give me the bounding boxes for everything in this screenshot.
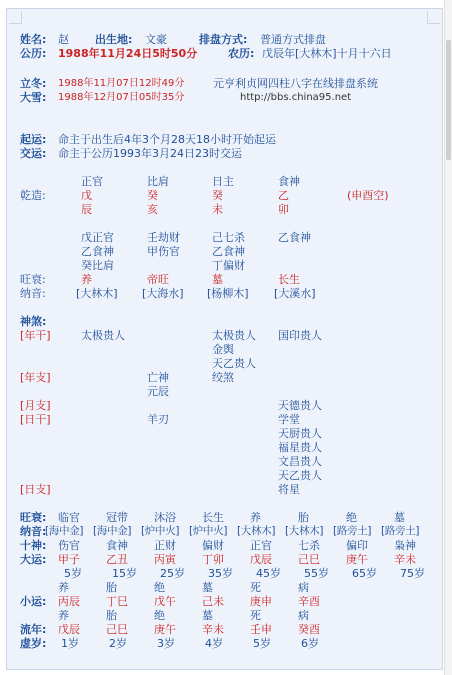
- pillar-wangshuai: 墓: [212, 273, 223, 286]
- dayun-shishen: 食神: [106, 539, 128, 552]
- xiaoyun-ganzhi: 丁巳: [106, 595, 128, 608]
- wangshuai-label: 旺衰:: [20, 273, 46, 286]
- hidden-stem: 甲伤官: [147, 245, 180, 258]
- liunian-ganzhi: 戊辰: [58, 623, 80, 636]
- site-url[interactable]: http://bbs.china95.net: [240, 92, 352, 103]
- shensha-item: 金舆: [212, 343, 234, 356]
- xusui-age: 4岁: [205, 637, 223, 650]
- dayun-label: 大运:: [20, 553, 47, 566]
- pillar-wangshuai: 长生: [278, 273, 300, 286]
- liunian-ganzhi: 壬申: [250, 623, 272, 636]
- gregorian-value: 1988年11月24日5时50分: [58, 47, 198, 60]
- shensha-item: 太极贵人: [212, 329, 256, 342]
- xiaoyun-ganzhi: 己未: [202, 595, 224, 608]
- pillar-nayin: [杨柳木]: [207, 287, 249, 300]
- pillar-branch: 卯: [278, 203, 289, 216]
- dayun-age: 25岁: [160, 567, 185, 580]
- dayun-ganzhi: 甲子: [58, 553, 80, 566]
- shensha-item: 国印贵人: [278, 329, 322, 342]
- shensha-item: 天乙贵人: [212, 357, 256, 370]
- birthplace-value: 文豪: [145, 33, 167, 46]
- dayun-nayin: [海中金]: [45, 525, 84, 537]
- vertical-scrollbar[interactable]: [444, 0, 452, 675]
- pillar-stem: 癸: [212, 189, 223, 202]
- site-name: 元亨利贞网四柱八字在线排盘系统: [213, 77, 378, 90]
- lunar-value: 戊辰年[大林木]十月十六日: [262, 47, 392, 60]
- pillar-stem: 戊: [81, 189, 92, 202]
- xusui-age: 1岁: [61, 637, 79, 650]
- shensha-item: 绞煞: [212, 371, 234, 384]
- daxue-label: 大雪:: [20, 91, 47, 104]
- shensha-row-label: [月支]: [20, 399, 51, 412]
- dayun-shishen: 偏财: [202, 539, 224, 552]
- jiaoyun-label: 交运:: [20, 147, 47, 160]
- dayun-age: 75岁: [400, 567, 425, 580]
- hidden-stem: 壬劫财: [147, 231, 180, 244]
- xiaoyun-state: 绝: [154, 609, 165, 622]
- dayun-ganzhi: 乙丑: [106, 553, 128, 566]
- dayun-shishen: 正财: [154, 539, 176, 552]
- name-label: 姓名:: [20, 33, 47, 46]
- hidden-stem: 戊正官: [81, 231, 114, 244]
- dayun-state: 养: [58, 581, 69, 594]
- dayun-nayin: [大林木]: [237, 525, 276, 537]
- dayun-state: 胎: [106, 581, 117, 594]
- dayun-age: 55岁: [304, 567, 329, 580]
- corner-mark: [9, 11, 22, 24]
- method-value: 普通方式排盘: [260, 33, 326, 46]
- dayun-wangshuai: 墓: [394, 511, 405, 524]
- dayun-age: 45岁: [256, 567, 281, 580]
- xiaoyun-state: 胎: [106, 609, 117, 622]
- xusui-age: 2岁: [109, 637, 127, 650]
- method-label: 排盘方式:: [199, 33, 248, 46]
- gregorian-label: 公历:: [20, 47, 47, 60]
- pillar-nayin: [大溪水]: [274, 287, 316, 300]
- dayun-wangshuai: 冠带: [106, 511, 128, 524]
- shensha-row-label: [年干]: [20, 329, 51, 342]
- xusui-age: 6岁: [301, 637, 319, 650]
- pillar-stem: 乙: [278, 189, 289, 202]
- pillar-stem: 癸: [147, 189, 158, 202]
- shensha-title: 神煞:: [20, 315, 47, 328]
- shensha-item: 福星贵人: [278, 441, 322, 454]
- xiaoyun-ganzhi: 庚申: [250, 595, 272, 608]
- shensha-item: 天德贵人: [278, 399, 322, 412]
- hidden-stem: 乙食神: [278, 231, 311, 244]
- pillar-branch: 未: [212, 203, 223, 216]
- nayin-label: 纳音:: [20, 287, 46, 300]
- dayun-state: 绝: [154, 581, 165, 594]
- xiaoyun-state: 死: [250, 609, 261, 622]
- xiaoyun-ganzhi: 丙辰: [58, 595, 80, 608]
- dayun-shishen: 伤官: [58, 539, 80, 552]
- shensha-item: 羊刃: [147, 413, 169, 426]
- jiaoyun-value: 命主于公历1993年3月24日23时交运: [58, 147, 242, 160]
- dayun-ganzhi: 己巳: [298, 553, 320, 566]
- xusui-age: 3岁: [157, 637, 175, 650]
- hidden-stem: 癸比肩: [81, 259, 114, 272]
- dayun-age: 65岁: [352, 567, 377, 580]
- xiaoyun-state: 养: [58, 609, 69, 622]
- pillar-wangshuai: 养: [81, 273, 92, 286]
- dayun-age: 5岁: [64, 567, 82, 580]
- daxue-value: 1988年12月07日05时35分: [58, 92, 185, 103]
- pillar-god: 日主: [212, 175, 234, 188]
- dayun-ganzhi: 丁卯: [202, 553, 224, 566]
- pillar-branch: 辰: [81, 203, 92, 216]
- dayun-wangshuai-label: 旺衰:: [20, 511, 47, 524]
- shensha-row-label: [年支]: [20, 371, 51, 384]
- dayun-ganzhi: 丙寅: [154, 553, 176, 566]
- dayun-nayin-label: 纳音:: [20, 525, 47, 538]
- dayun-state: 死: [250, 581, 261, 594]
- hidden-stem: 乙食神: [212, 245, 245, 258]
- xiaoyun-ganzhi: 辛酉: [298, 595, 320, 608]
- dayun-wangshuai: 沐浴: [154, 511, 176, 524]
- pillar-god: 正官: [81, 175, 103, 188]
- dayun-wangshuai: 长生: [202, 511, 224, 524]
- dayun-nayin: [海中金]: [93, 525, 132, 537]
- dayun-wangshuai: 绝: [346, 511, 357, 524]
- name-value: 赵: [58, 33, 69, 46]
- pillar-god: 比肩: [147, 175, 169, 188]
- lidong-value: 1988年11月07日12时49分: [58, 78, 185, 89]
- qianzao-label: 乾造:: [20, 189, 46, 202]
- xiaoyun-state: 墓: [202, 609, 213, 622]
- shishen-label: 十神:: [20, 539, 47, 552]
- kong-value: (申酉空): [347, 189, 389, 202]
- dayun-nayin: [炉中火]: [141, 525, 180, 537]
- dayun-wangshuai: 养: [250, 511, 261, 524]
- dayun-ganzhi: 戊辰: [250, 553, 272, 566]
- hidden-stem: 乙食神: [81, 245, 114, 258]
- shensha-item: 将星: [278, 483, 300, 496]
- dayun-ganzhi: 辛未: [394, 553, 416, 566]
- liunian-ganzhi: 辛未: [202, 623, 224, 636]
- qiyun-label: 起运:: [20, 133, 47, 146]
- xiaoyun-label: 小运:: [20, 595, 47, 608]
- liunian-label: 流年:: [20, 623, 47, 636]
- xusui-label: 虚岁:: [20, 637, 47, 650]
- xiaoyun-state: 病: [298, 609, 309, 622]
- shensha-item: 天厨贵人: [278, 427, 322, 440]
- dayun-shishen: 正官: [250, 539, 272, 552]
- shensha-item: 元辰: [147, 385, 169, 398]
- shensha-row-label: [日干]: [20, 413, 51, 426]
- dayun-state: 墓: [202, 581, 213, 594]
- dayun-nayin: [大林木]: [285, 525, 324, 537]
- pillar-nayin: [大林木]: [76, 287, 118, 300]
- dayun-shishen: 偏印: [346, 539, 368, 552]
- qiyun-value: 命主于出生后4年3个月28天18小时开始起运: [58, 133, 276, 146]
- dayun-nayin: [路旁土]: [381, 525, 420, 537]
- shensha-item: 亡神: [147, 371, 169, 384]
- dayun-state: 病: [298, 581, 309, 594]
- hidden-stem: 丁偏财: [212, 259, 245, 272]
- pillar-branch: 亥: [147, 203, 158, 216]
- dayun-age: 35岁: [208, 567, 233, 580]
- xusui-age: 5岁: [253, 637, 271, 650]
- hidden-stem: 己七杀: [212, 231, 245, 244]
- liunian-ganzhi: 庚午: [154, 623, 176, 636]
- xiaoyun-ganzhi: 戊午: [154, 595, 176, 608]
- liunian-ganzhi: 癸酉: [298, 623, 320, 636]
- dayun-wangshuai: 临官: [58, 511, 80, 524]
- lidong-label: 立冬:: [20, 77, 47, 90]
- dayun-nayin: [炉中火]: [189, 525, 228, 537]
- dayun-ganzhi: 庚午: [346, 553, 368, 566]
- dayun-nayin: [路旁土]: [333, 525, 372, 537]
- corner-mark: [427, 11, 440, 24]
- scrollbar-thumb[interactable]: [446, 40, 451, 160]
- pillar-wangshuai: 帝旺: [147, 273, 169, 286]
- shensha-item: 天乙贵人: [278, 469, 322, 482]
- shensha-row-label: [日支]: [20, 483, 51, 496]
- shensha-item: 太极贵人: [81, 329, 125, 342]
- shensha-item: 文昌贵人: [278, 455, 322, 468]
- dayun-age: 15岁: [112, 567, 137, 580]
- dayun-shishen: 枭神: [394, 539, 416, 552]
- liunian-ganzhi: 己巳: [106, 623, 128, 636]
- pillar-god: 食神: [278, 175, 300, 188]
- dayun-shishen: 七杀: [298, 539, 320, 552]
- dayun-wangshuai: 胎: [298, 511, 309, 524]
- shensha-item: 学堂: [278, 413, 300, 426]
- pillar-nayin: [大海水]: [142, 287, 184, 300]
- birthplace-label: 出生地:: [95, 33, 133, 46]
- lunar-label: 农历:: [228, 47, 255, 60]
